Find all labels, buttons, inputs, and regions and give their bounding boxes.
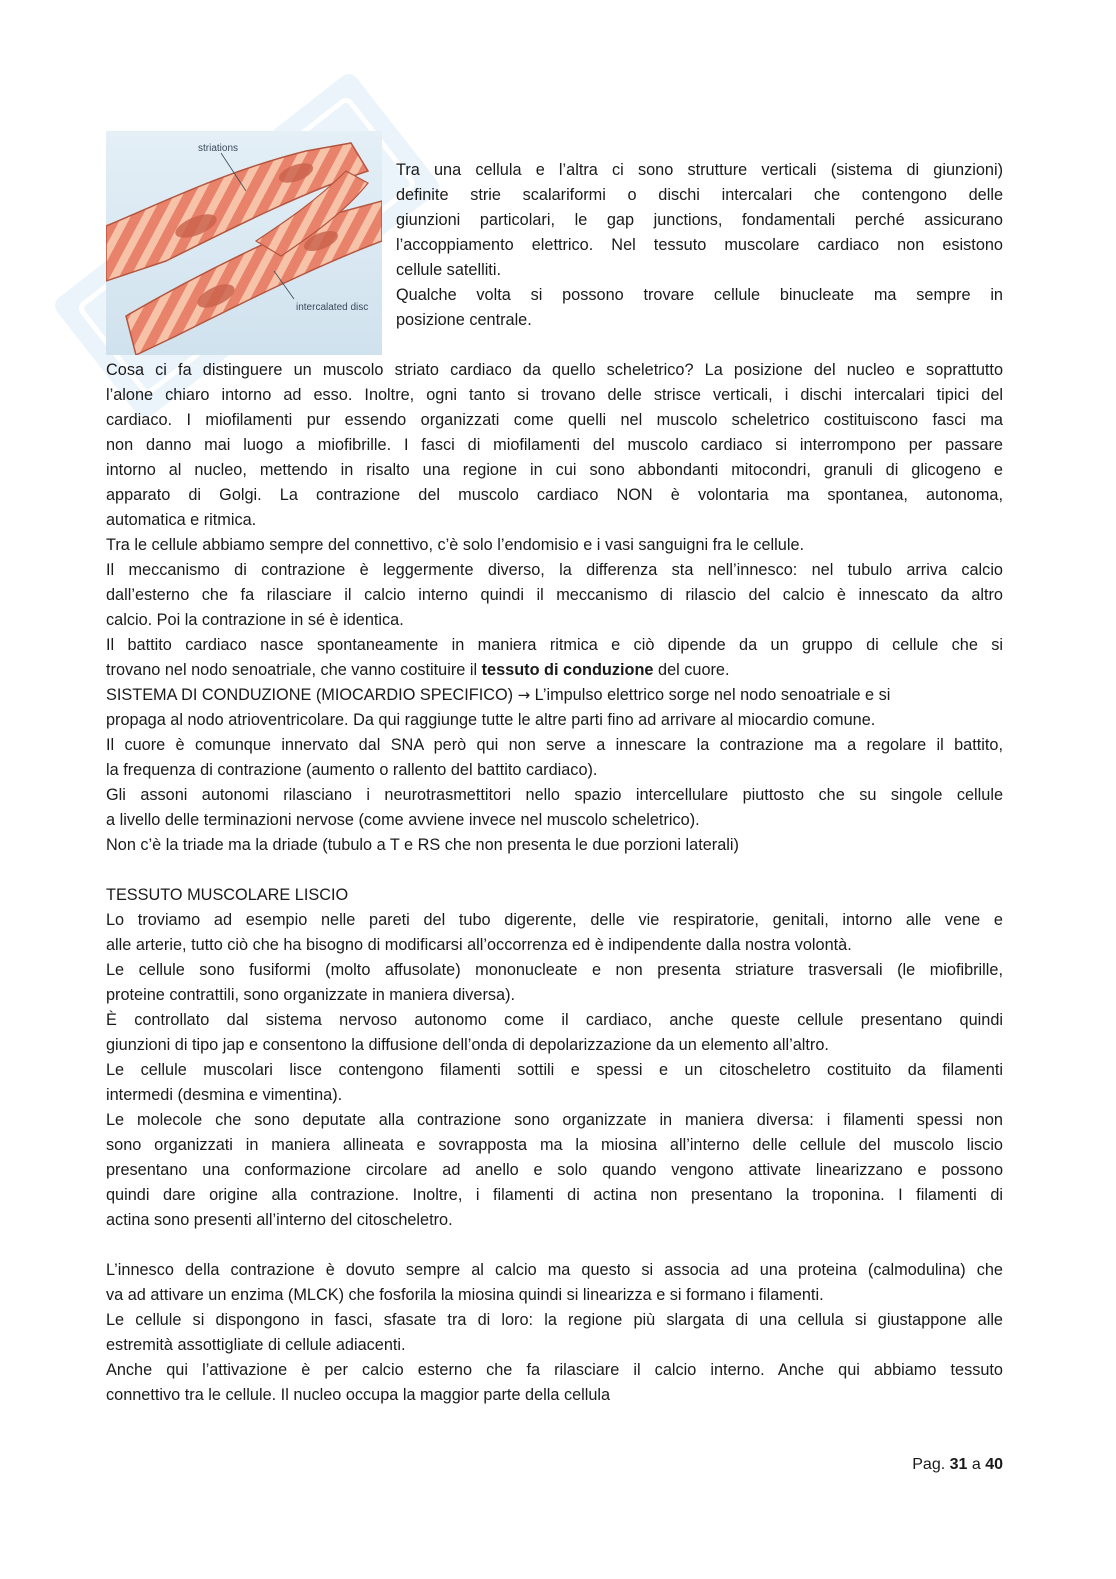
intro-line: giunzioni particolari, le gap junctions, fondamentali perché assicurano bbox=[396, 211, 1003, 229]
liscio-line: giunzioni di tipo jap e consentono la diffusione dell’onda di depolarizzazione da un elemento all’altro. bbox=[106, 1036, 829, 1054]
bold-term: tessuto di conduzione bbox=[481, 661, 654, 679]
intro-line: Qualche volta si possono trovare cellule binucleate ma sempre in bbox=[396, 286, 1003, 304]
liscio-line: sono organizzati in maniera allineata e sovrapposta ma la miosina all’interno delle cellule del muscolo liscio bbox=[106, 1136, 1003, 1154]
striations-label: striations bbox=[198, 143, 239, 154]
final-line: va ad attivare un enzima (MLCK) che fosforila la miosina quindi si linearizza e si formano i filamenti. bbox=[106, 1286, 824, 1304]
liscio-line: alle arterie, tutto ciò che ha bisogno di modificarsi all’occorrenza ed è indipendente dalla nostra volontà. bbox=[106, 936, 852, 954]
right-arrow-icon: → bbox=[517, 686, 531, 704]
body-line: Tra le cellule abbiamo sempre del connettivo, c’è solo l’endomisio e i vasi sanguigni fra le cellule. bbox=[106, 536, 805, 554]
body-line: calcio. Poi la contrazione in sé è identica. bbox=[106, 611, 404, 629]
body-line: cardiaco. I miofilamenti pur essendo organizzati come quelli nel muscolo scheletrico costituiscono fasci ma bbox=[106, 411, 1003, 429]
body-line: non danno mai luogo a miofibrille. I fasci di miofilamenti del muscolo cardiaco si interrompono per passare bbox=[106, 436, 1003, 454]
bold-line-before: trovano nel nodo senoatriale, che vanno costituire il bbox=[106, 661, 482, 679]
liscio-line: presentano una conformazione circolare ad anello e solo quando vengono attivate linearizzano e possono bbox=[106, 1161, 1003, 1179]
body-line: propaga al nodo atrioventricolare. Da qui raggiunge tutte le altre parti fino ad arrivare al miocardio comune. bbox=[106, 711, 876, 729]
final-line: estremità assottigliate di cellule adiacenti. bbox=[106, 1336, 406, 1354]
intro-line: definite strie scalariformi o dischi intercalari che contengono delle bbox=[396, 186, 1003, 204]
final-line: Anche qui l’attivazione è per calcio esterno che fa rilasciare il calcio interno. Anche qui abbiamo tessuto bbox=[106, 1361, 1003, 1379]
intercalated-disc-label: intercalated disc bbox=[296, 302, 369, 313]
liscio-line: intermedi (desmina e vimentina). bbox=[106, 1086, 343, 1104]
liscio-line: proteine contrattili, sono organizzate in maniera diversa). bbox=[106, 986, 516, 1004]
conduction-text: L’impulso elettrico sorge nel nodo senoatriale e si bbox=[530, 686, 891, 704]
body-line: intorno al nucleo, mettendo in risalto una regione in cui sono abbondanti mitocondri, granuli di glicogeno e bbox=[106, 461, 1003, 479]
body-line: Il meccanismo di contrazione è leggermente diverso, la differenza sta nell’innesco: nel tubulo arriva calcio bbox=[106, 561, 1003, 579]
body-line: apparato di Golgi. La contrazione del muscolo cardiaco NON è volontaria ma spontanea, autonoma, bbox=[106, 486, 1003, 504]
body-line: Il cuore è comunque innervato dal SNA però qui non serve a innescare la contrazione ma a regolare il battito, bbox=[106, 736, 1003, 754]
final-line: connettivo tra le cellule. Il nucleo occupa la maggior parte della cellula bbox=[106, 1386, 611, 1404]
page-separator: a bbox=[967, 1456, 986, 1473]
intro-line: cellule satelliti. bbox=[396, 261, 501, 279]
page-prefix: Pag. bbox=[912, 1456, 950, 1473]
body-line-with-bold bbox=[106, 658, 1003, 683]
current-page: 31 bbox=[949, 1456, 968, 1473]
body-line: l’alone chiaro intorno ad esso. Inoltre, ogni tanto si trovano delle strisce verticali, i dischi intercalari tipici del bbox=[106, 386, 1003, 404]
intro-line: posizione centrale. bbox=[396, 311, 532, 329]
liscio-line: Lo troviamo ad esempio nelle pareti del tubo digerente, delle vie respiratorie, genitali, intorno alle vene e bbox=[106, 911, 1003, 929]
liscio-line: actina sono presenti all’interno del citoscheletro. bbox=[106, 1211, 453, 1229]
liscio-line: Le molecole che sono deputate alla contrazione sono organizzate in maniera diversa: i filamenti spessi non bbox=[106, 1111, 1003, 1129]
page-number bbox=[880, 1454, 1003, 1476]
body-line: Il battito cardiaco nasce spontaneamente in maniera ritmica e ciò dipende da un gruppo di cellule che si bbox=[106, 636, 1003, 654]
body-line: Cosa ci fa distinguere un muscolo striato cardiaco da quello scheletrico? La posizione del nucleo e soprattutto bbox=[106, 361, 1003, 379]
final-line: L’innesco della contrazione è dovuto sempre al calcio ma questo si associa ad una proteina (calmodulina) che bbox=[106, 1261, 1003, 1279]
conduction-heading: SISTEMA DI CONDUZIONE (MIOCARDIO SPECIFICO) bbox=[106, 686, 518, 704]
liscio-line: quindi dare origine alla contrazione. Inoltre, i filamenti di actina non presentano la troponina. I filamenti di bbox=[106, 1186, 1003, 1204]
body-line: a livello delle terminazioni nervose (come avviene invece nel muscolo scheletrico). bbox=[106, 811, 700, 829]
body-line: automatica e ritmica. bbox=[106, 511, 257, 529]
liscio-line: Le cellule sono fusiformi (molto affusolate) mononucleate e non presenta striature trasversali (le miofibrille, bbox=[106, 961, 1003, 979]
body-line: Non c’è la triade ma la driade (tubulo a T e RS che non presenta le due porzioni laterali) bbox=[106, 836, 739, 854]
liscio-line: È controllato dal sistema nervoso autonomo come il cardiaco, anche queste cellule presentano quindi bbox=[106, 1011, 1003, 1029]
total-pages: 40 bbox=[985, 1456, 1003, 1473]
conduction-system-line bbox=[106, 683, 1003, 708]
liscio-line: Le cellule muscolari lisce contengono filamenti sottili e spessi e un citoscheletro costituito da filamenti bbox=[106, 1061, 1003, 1079]
body-line: Gli assoni autonomi rilasciano i neurotrasmettitori nello spazio intercellulare piuttosto che su singole cellule bbox=[106, 786, 1003, 804]
final-line: Le cellule si dispongono in fasci, sfasate tra di loro: la regione più slargata di una cellula si giustappone alle bbox=[106, 1311, 1003, 1329]
body-line: dall’esterno che fa rilasciare il calcio interno quindi il meccanismo di rilascio del calcio è innescato da altro bbox=[106, 586, 1003, 604]
body-line: la frequenza di contrazione (aumento o rallento del battito cardiaco). bbox=[106, 761, 598, 779]
section-title: TESSUTO MUSCOLARE LISCIO bbox=[106, 886, 349, 904]
cardiac-muscle-figure bbox=[106, 131, 382, 355]
intro-line: Tra una cellula e l’altra ci sono strutture verticali (sistema di giunzioni) bbox=[396, 161, 1003, 179]
intro-line: l’accoppiamento elettrico. Nel tessuto muscolare cardiaco non esistono bbox=[396, 236, 1003, 254]
bold-line-after: del cuore. bbox=[653, 661, 730, 679]
